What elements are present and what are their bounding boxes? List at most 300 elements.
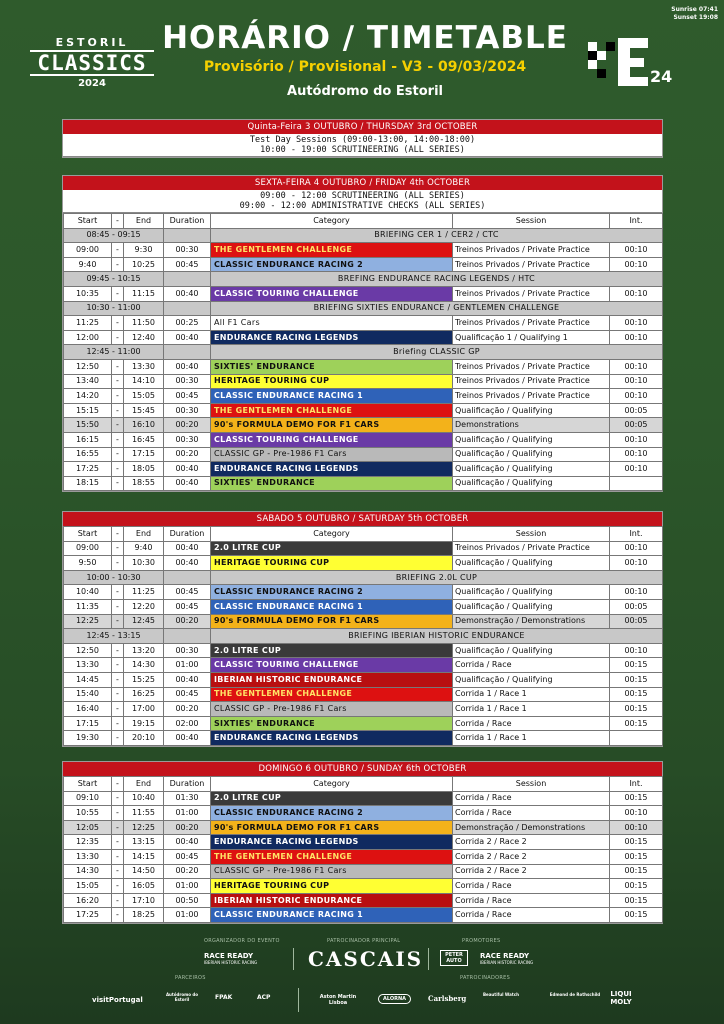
time-dash: - [112, 599, 124, 614]
interval [610, 476, 663, 491]
interval: 00:15 [610, 893, 663, 908]
interval: 00:10 [610, 374, 663, 389]
end-time: 14:30 [124, 658, 164, 673]
start-time: 13:30 [64, 849, 112, 864]
session: Corrida / Race [453, 806, 610, 821]
time-dash: - [112, 462, 124, 477]
category: CLASSIC ENDURANCE RACING 2 [211, 257, 453, 272]
end-time: 18:05 [124, 462, 164, 477]
category: CLASSIC GP - Pre-1986 F1 Cars [211, 864, 453, 879]
schedule-row [64, 879, 663, 894]
schedule-row [64, 806, 663, 821]
time-dash: - [112, 374, 124, 389]
briefing-time: 10:00 - 10:30 [64, 570, 164, 585]
briefing-spacer [164, 629, 211, 644]
column-header-end: End [124, 527, 164, 542]
session: Demonstração / Demonstrations [453, 614, 610, 629]
category: SIXTIES' ENDURANCE [211, 476, 453, 491]
column-header-duration: Duration [164, 527, 211, 542]
start-time: 15:40 [64, 687, 112, 702]
interval: 00:10 [610, 389, 663, 404]
category: CLASSIC ENDURANCE RACING 2 [211, 806, 453, 821]
briefing-row [64, 570, 663, 585]
duration: 00:40 [164, 541, 211, 556]
interval: 00:15 [610, 849, 663, 864]
duration: 00:40 [164, 672, 211, 687]
schedule-row [64, 672, 663, 687]
category: ENDURANCE RACING LEGENDS [211, 731, 453, 746]
interval [610, 731, 663, 746]
promoter-logo [480, 952, 533, 965]
end-time: 19:15 [124, 716, 164, 731]
end-time: 13:20 [124, 643, 164, 658]
duration: 00:40 [164, 359, 211, 374]
interval: 00:05 [610, 418, 663, 433]
schedule-row [64, 716, 663, 731]
schedule-row [64, 556, 663, 571]
category: 2.0 LITRE CUP [211, 541, 453, 556]
session: Corrida / Race [453, 879, 610, 894]
category: CLASSIC ENDURANCE RACING 2 [211, 585, 453, 600]
promoters-label: PROMOTORES [462, 938, 501, 944]
briefing-time: 12:45 - 13:15 [64, 629, 164, 644]
start-time: 13:40 [64, 374, 112, 389]
start-time: 12:00 [64, 330, 112, 345]
time-dash: - [112, 849, 124, 864]
schedule-row [64, 541, 663, 556]
schedule-row [64, 849, 663, 864]
sunday-section [62, 761, 663, 924]
session: Treinos Privados / Private Practice [453, 374, 610, 389]
category: CLASSIC GP - Pre-1986 F1 Cars [211, 447, 453, 462]
saturday-header: SABADO 5 OUTUBRO / SATURDAY 5th OCTOBER [63, 512, 662, 526]
start-time: 15:05 [64, 879, 112, 894]
friday-table [63, 213, 663, 491]
briefing-text: BRIEFING 2.0L CUP [211, 570, 663, 585]
end-time: 18:55 [124, 476, 164, 491]
duration: 00:30 [164, 432, 211, 447]
interval: 00:15 [610, 791, 663, 806]
interval: 00:15 [610, 835, 663, 850]
divider [428, 948, 429, 970]
schedule-row [64, 316, 663, 331]
category: All F1 Cars [211, 316, 453, 331]
start-time: 15:50 [64, 418, 112, 433]
schedule-row [64, 614, 663, 629]
category: 2.0 LITRE CUP [211, 791, 453, 806]
schedule-row [64, 893, 663, 908]
start-time: 17:15 [64, 716, 112, 731]
schedule-row [64, 835, 663, 850]
interval: 00:10 [610, 541, 663, 556]
category: THE GENTLEMEN CHALLENGE [211, 687, 453, 702]
briefing-spacer [164, 272, 211, 287]
column-header-int: Int. [610, 527, 663, 542]
end-time: 17:15 [124, 447, 164, 462]
duration: 00:45 [164, 257, 211, 272]
session: Treinos Privados / Private Practice [453, 243, 610, 258]
duration: 00:20 [164, 614, 211, 629]
session: Corrida 1 / Race 1 [453, 687, 610, 702]
interval: 00:05 [610, 614, 663, 629]
schedule-row [64, 476, 663, 491]
time-dash: - [112, 702, 124, 717]
sunday-table [63, 776, 663, 923]
time-dash: - [112, 447, 124, 462]
end-time: 12:25 [124, 820, 164, 835]
time-dash: - [112, 908, 124, 923]
sunset-text: Sunset 19:08 [673, 14, 718, 21]
session: Qualificação / Qualifying [453, 403, 610, 418]
organizer-name: RACE READY [204, 952, 254, 960]
end-time: 9:40 [124, 541, 164, 556]
briefing-row [64, 228, 663, 243]
time-dash: - [112, 806, 124, 821]
category: CLASSIC TOURING CHALLENGE [211, 432, 453, 447]
category: CLASSIC TOURING CHALLENGE [211, 286, 453, 301]
column-header-int: Int. [610, 214, 663, 229]
time-dash: - [112, 687, 124, 702]
duration: 00:45 [164, 389, 211, 404]
friday-info-line: 09:00 - 12:00 ADMINISTRATIVE CHECKS (ALL SERIES) [239, 201, 486, 211]
sponsor-logo: LIQUI MOLY [610, 990, 632, 1006]
sponsor-logo: Aston Martin Lisboa [319, 994, 357, 1006]
saturday-table [63, 526, 663, 746]
column-header-session: Session [453, 777, 610, 792]
duration: 00:45 [164, 687, 211, 702]
category: CLASSIC GP - Pre-1986 F1 Cars [211, 702, 453, 717]
start-time: 9:40 [64, 257, 112, 272]
end-time: 17:10 [124, 893, 164, 908]
duration: 01:00 [164, 908, 211, 923]
column-header-session: Session [453, 214, 610, 229]
briefing-time: 08:45 - 09:15 [64, 228, 164, 243]
duration: 00:45 [164, 599, 211, 614]
session: Qualificação / Qualifying [453, 432, 610, 447]
page-subtitle: Provisório / Provisional - V3 - 09/03/2024 [203, 59, 527, 75]
schedule-row [64, 359, 663, 374]
session: Qualificação / Qualifying [453, 476, 610, 491]
end-time: 14:50 [124, 864, 164, 879]
sponsor-logo: Edmond de Rothschild [549, 992, 601, 997]
schedule-row [64, 585, 663, 600]
duration: 00:30 [164, 643, 211, 658]
end-time: 16:10 [124, 418, 164, 433]
briefing-spacer [164, 570, 211, 585]
briefing-spacer [164, 301, 211, 316]
schedule-row [64, 330, 663, 345]
session: Treinos Privados / Private Practice [453, 359, 610, 374]
category: 2.0 LITRE CUP [211, 643, 453, 658]
briefing-time: 12:45 - 11:00 [64, 345, 164, 360]
duration: 00:45 [164, 849, 211, 864]
interval: 00:10 [610, 330, 663, 345]
start-time: 14:20 [64, 389, 112, 404]
venue-title: Autódromo do Estoril [287, 84, 443, 99]
column-header-dash: - [112, 214, 124, 229]
schedule-row [64, 820, 663, 835]
interval: 00:10 [610, 316, 663, 331]
sunday-header: DOMINGO 6 OUTUBRO / SUNDAY 6th OCTOBER [63, 762, 662, 776]
briefing-text: BREFING ENDURANCE RACING LEGENDS / HTC [211, 272, 663, 287]
promoter-name: RACE READY [480, 952, 530, 960]
schedule-row [64, 374, 663, 389]
end-time: 20:10 [124, 731, 164, 746]
schedule-row [64, 599, 663, 614]
partners-label: PARCEIROS [175, 975, 206, 981]
start-time: 09:10 [64, 791, 112, 806]
promoter-sub: IBERIAN HISTORIC RACING [480, 960, 534, 965]
column-header-dash: - [112, 527, 124, 542]
cascais-logo: CASCAIS [308, 947, 424, 971]
organizer-sub: IBERIAN HISTORIC RACING [204, 960, 258, 965]
category: CLASSIC ENDURANCE RACING 1 [211, 908, 453, 923]
time-dash: - [112, 835, 124, 850]
briefing-text: BRIEFING IBERIAN HISTORIC ENDURANCE [211, 629, 663, 644]
column-header-duration: Duration [164, 214, 211, 229]
time-dash: - [112, 820, 124, 835]
session: Treinos Privados / Private Practice [453, 389, 610, 404]
end-time: 16:05 [124, 879, 164, 894]
friday-info-line: 09:00 - 12:00 SCRUTINEERING (ALL SERIES) [260, 191, 465, 201]
start-time: 12:25 [64, 614, 112, 629]
column-header-start: Start [64, 777, 112, 792]
schedule-row [64, 791, 663, 806]
interval: 00:15 [610, 864, 663, 879]
briefing-text: BRIEFING SIXTIES ENDURANCE / GENTLEMEN CHALLENGE [211, 301, 663, 316]
interval: 00:10 [610, 643, 663, 658]
end-time: 16:25 [124, 687, 164, 702]
schedule-row [64, 447, 663, 462]
session: Corrida / Race [453, 716, 610, 731]
start-time: 14:30 [64, 864, 112, 879]
time-dash: - [112, 359, 124, 374]
end-time: 11:15 [124, 286, 164, 301]
start-time: 10:40 [64, 585, 112, 600]
duration: 00:40 [164, 835, 211, 850]
category: 90's FORMULA DEMO FOR F1 CARS [211, 614, 453, 629]
logo-line-1: ESTORIL [55, 36, 129, 49]
start-time: 18:15 [64, 476, 112, 491]
category: CLASSIC ENDURANCE RACING 1 [211, 599, 453, 614]
time-dash: - [112, 330, 124, 345]
duration: 00:45 [164, 585, 211, 600]
interval: 00:05 [610, 403, 663, 418]
duration: 00:40 [164, 476, 211, 491]
schedule-row [64, 864, 663, 879]
partner-logo: visitPortugal [92, 996, 143, 1004]
interval: 00:15 [610, 672, 663, 687]
duration: 01:00 [164, 658, 211, 673]
end-time: 18:25 [124, 908, 164, 923]
column-header-end: End [124, 214, 164, 229]
column-header-start: Start [64, 527, 112, 542]
category: THE GENTLEMEN CHALLENGE [211, 243, 453, 258]
briefing-text: BRIEFING CER 1 / CER2 / CTC [211, 228, 663, 243]
sponsor-logo: Beautiful Watch [482, 992, 520, 997]
end-time: 12:40 [124, 330, 164, 345]
schedule-row [64, 687, 663, 702]
time-dash: - [112, 658, 124, 673]
time-dash: - [112, 791, 124, 806]
start-time: 14:45 [64, 672, 112, 687]
session: Corrida 2 / Race 2 [453, 849, 610, 864]
duration: 00:40 [164, 286, 211, 301]
schedule-row [64, 908, 663, 923]
category: THE GENTLEMEN CHALLENGE [211, 403, 453, 418]
category: IBERIAN HISTORIC ENDURANCE [211, 672, 453, 687]
end-time: 15:45 [124, 403, 164, 418]
session: Qualificação / Qualifying [453, 585, 610, 600]
organizer-logo [204, 952, 257, 965]
start-time: 12:50 [64, 359, 112, 374]
column-header-duration: Duration [164, 777, 211, 792]
end-time: 13:15 [124, 835, 164, 850]
logo-line-3: 2024 [78, 78, 106, 89]
interval: 00:10 [610, 806, 663, 821]
interval: 00:10 [610, 462, 663, 477]
friday-header: SEXTA-FEIRA 4 OUTUBRO / FRIDAY 4th OCTOBER [63, 176, 662, 190]
briefing-time: 10:30 - 11:00 [64, 301, 164, 316]
time-dash: - [112, 672, 124, 687]
sponsor-logo: ALORNA [378, 994, 411, 1004]
category: ENDURANCE RACING LEGENDS [211, 835, 453, 850]
session: Qualificação / Qualifying [453, 447, 610, 462]
time-dash: - [112, 585, 124, 600]
briefing-spacer [164, 345, 211, 360]
column-header-start: Start [64, 214, 112, 229]
partner-logo: ACP [257, 994, 271, 1001]
sunrise-text: Sunrise 07:41 [671, 6, 718, 13]
start-time: 09:00 [64, 243, 112, 258]
duration: 00:20 [164, 702, 211, 717]
duration: 00:40 [164, 556, 211, 571]
session: Corrida / Race [453, 791, 610, 806]
thursday-info-line: Test Day Sessions (09:00-13:00, 14:00-18:00) [249, 135, 476, 145]
interval: 00:15 [610, 702, 663, 717]
interval: 00:10 [610, 447, 663, 462]
session: Qualificação / Qualifying [453, 556, 610, 571]
session: Treinos Privados / Private Practice [453, 286, 610, 301]
end-time: 16:45 [124, 432, 164, 447]
thursday-section [62, 119, 663, 158]
start-time: 12:05 [64, 820, 112, 835]
end-time: 11:25 [124, 585, 164, 600]
start-time: 19:30 [64, 731, 112, 746]
time-dash: - [112, 893, 124, 908]
start-time: 9:50 [64, 556, 112, 571]
time-dash: - [112, 316, 124, 331]
interval: 00:10 [610, 359, 663, 374]
sun-times [671, 6, 718, 22]
duration: 00:40 [164, 731, 211, 746]
session: Demonstrations [453, 418, 610, 433]
friday-section [62, 175, 663, 492]
time-dash: - [112, 418, 124, 433]
schedule-row [64, 403, 663, 418]
time-dash: - [112, 541, 124, 556]
duration: 00:40 [164, 462, 211, 477]
end-time: 10:25 [124, 257, 164, 272]
start-time: 17:25 [64, 462, 112, 477]
time-dash: - [112, 614, 124, 629]
end-time: 11:50 [124, 316, 164, 331]
time-dash: - [112, 864, 124, 879]
end-time: 10:40 [124, 791, 164, 806]
schedule-row [64, 731, 663, 746]
session: Qualificação / Qualifying [453, 672, 610, 687]
session: Qualificação / Qualifying [453, 643, 610, 658]
session: Demonstração / Demonstrations [453, 820, 610, 835]
end-time: 10:30 [124, 556, 164, 571]
category: IBERIAN HISTORIC ENDURANCE [211, 893, 453, 908]
category: THE GENTLEMEN CHALLENGE [211, 849, 453, 864]
session: Corrida / Race [453, 893, 610, 908]
time-dash: - [112, 731, 124, 746]
schedule-row [64, 432, 663, 447]
interval: 00:10 [610, 432, 663, 447]
session: Corrida / Race [453, 908, 610, 923]
start-time: 16:20 [64, 893, 112, 908]
time-dash: - [112, 389, 124, 404]
end-time: 15:25 [124, 672, 164, 687]
interval: 00:10 [610, 257, 663, 272]
friday-info [63, 190, 662, 213]
column-header-dash: - [112, 777, 124, 792]
start-time: 09:00 [64, 541, 112, 556]
page-title: HORÁRIO / TIMETABLE [162, 20, 568, 56]
time-dash: - [112, 286, 124, 301]
thursday-info-line: 10:00 - 19:00 SCRUTINEERING (ALL SERIES) [260, 145, 465, 155]
interval: 00:15 [610, 879, 663, 894]
end-time: 12:45 [124, 614, 164, 629]
schedule-row [64, 257, 663, 272]
duration: 00:50 [164, 893, 211, 908]
schedule-row [64, 462, 663, 477]
interval: 00:10 [610, 243, 663, 258]
category: SIXTIES' ENDURANCE [211, 359, 453, 374]
end-time: 14:15 [124, 849, 164, 864]
briefing-row [64, 345, 663, 360]
session: Treinos Privados / Private Practice [453, 257, 610, 272]
interval: 00:05 [610, 599, 663, 614]
start-time: 15:15 [64, 403, 112, 418]
briefing-time: 09:45 - 10:15 [64, 272, 164, 287]
column-header-end: End [124, 777, 164, 792]
start-time: 13:30 [64, 658, 112, 673]
interval: 00:10 [610, 286, 663, 301]
start-time: 10:55 [64, 806, 112, 821]
time-dash: - [112, 432, 124, 447]
column-header-session: Session [453, 527, 610, 542]
time-dash: - [112, 879, 124, 894]
session: Corrida / Race [453, 658, 610, 673]
duration: 00:20 [164, 418, 211, 433]
category: 90's FORMULA DEMO FOR F1 CARS [211, 418, 453, 433]
duration: 01:00 [164, 879, 211, 894]
column-header-row [64, 777, 663, 792]
time-dash: - [112, 403, 124, 418]
briefing-row [64, 301, 663, 316]
start-time: 11:35 [64, 599, 112, 614]
session: Corrida 2 / Race 2 [453, 835, 610, 850]
end-time: 12:20 [124, 599, 164, 614]
interval: 00:10 [610, 585, 663, 600]
start-time: 16:55 [64, 447, 112, 462]
interval: 00:15 [610, 687, 663, 702]
header [0, 0, 724, 118]
main-sponsor-label: PATROCINADOR PRINCIPAL [327, 938, 401, 944]
